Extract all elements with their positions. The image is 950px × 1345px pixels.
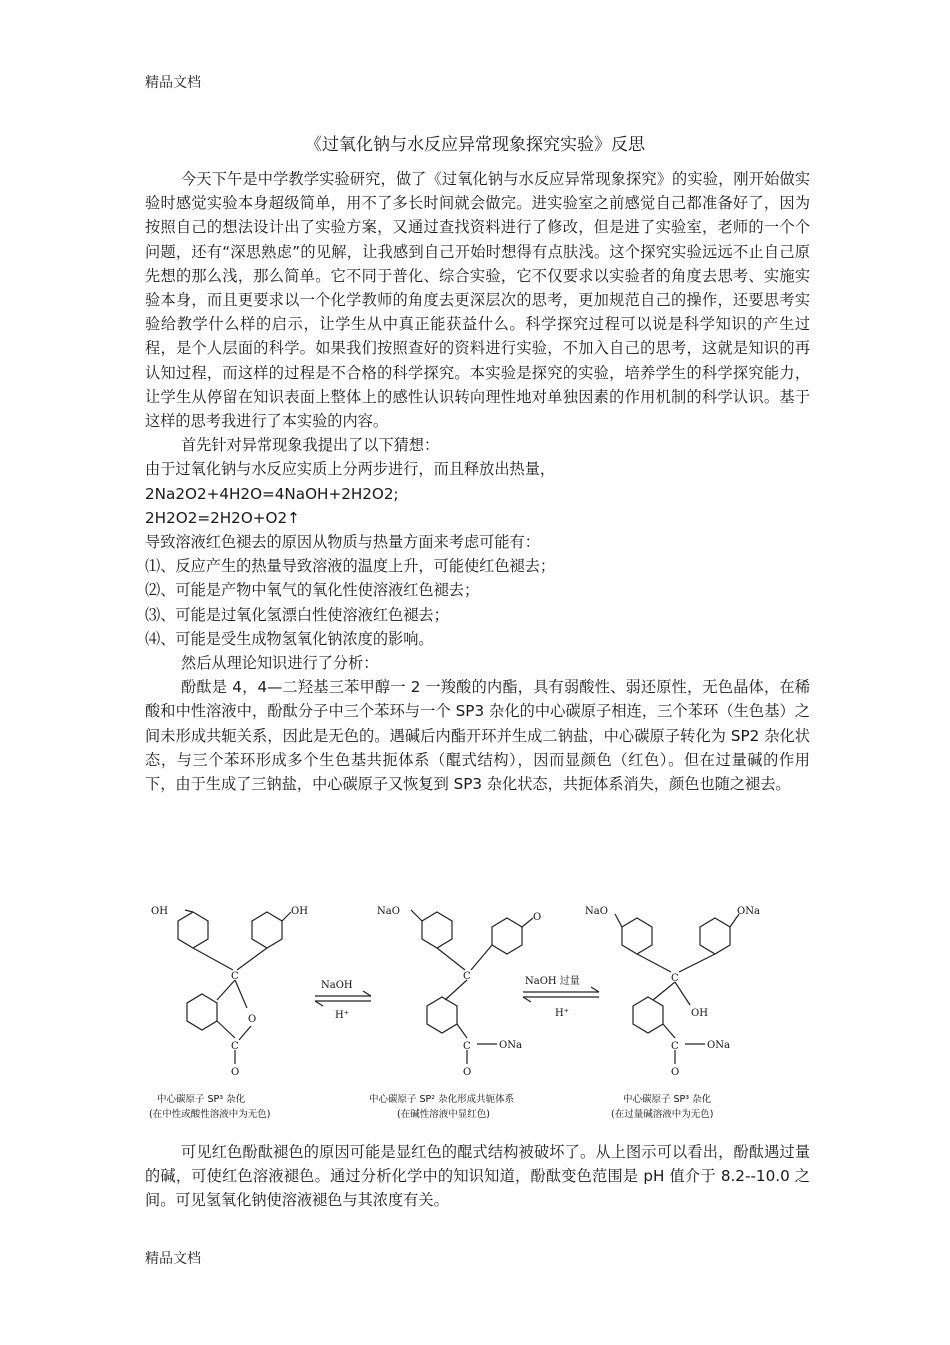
paragraph-intro: 今天下午是中学教学实验研究，做了《过氧化钠与水反应异常现象探究》的实验，刚开始做实验时感觉实验本身超级简单，用不了多长时间就会做完。进实验室之前感觉自己都准备好了，因为按照自己的想法设计出了实验方案，又通过查找资料进行了修改，但是进了实验室，老师的一个个问题，还有“深思熟虑”的见解，让我感到自己开始时想得有点肤浅。这个探究实验远远不止自己原先想的那么浅，那么简单。它不同于普化、综合实验，它不仅要求以实验者的角度去思考、实施实验本身，而且更要求以一个化学教师的角度去更深层次的思考，更加规范自己的操作，还要思考实验给教学什么样的启示，让学生从中真正能获益什么。科学探究过程可以说是科学知识的产生过程，是个人层面的科学。如果我们按照查好的资料进行实验，不加入自己的思考，这就是知识的再认知过程，而这样的过程是不合格的科学探究。本实验是探究的实验，培养学生的科学探究能力，让学生从停留在知识表面上整体上的感性认识转向理性地对单独因素的作用机制的科学认识。基于这样的思考我进行了本实验的内容。	[145, 170, 810, 431]
s2-quinone-o: O	[533, 912, 542, 923]
caption-1-line-1: 中心碳原子 SP³ 杂化	[157, 1094, 246, 1105]
equation-1: 2Na2O2+4H2O=4NaOH+2H2O2;	[145, 484, 399, 503]
s2-ring-bottom	[427, 997, 457, 1033]
s1-oh-right: OH	[291, 906, 308, 917]
s1-carbonyl-c: C	[231, 1041, 239, 1052]
caption-3-line-2: (在过量碱溶液中为无色)	[611, 1109, 714, 1120]
s2-ring-left	[422, 912, 452, 948]
s2-center-c: C	[463, 971, 471, 982]
structure-bonds	[178, 910, 739, 1064]
s3-ring-bottom	[633, 997, 663, 1033]
s3-ring-left	[622, 918, 652, 954]
document-title: 《过氧化钠与水反应异常现象探究实验》反思	[305, 135, 645, 155]
hypothesis-1: ⑴、反应产生的热量导致溶液的温度上升，可能使红色褪去；	[145, 557, 556, 576]
phenolphthalein-structure-figure	[145, 900, 779, 1127]
s3-oh: OH	[691, 1008, 708, 1019]
page-header: 精品文档	[145, 75, 201, 91]
paragraph-hypothesis-lead: 首先针对异常现象我提出了以下猜想：	[181, 436, 440, 455]
caption-2-line-2: (在碱性溶液中显红色)	[397, 1109, 490, 1120]
s1-ring-left	[178, 912, 208, 948]
s3-ring-right	[700, 918, 730, 954]
s2-ring-quinoid	[492, 918, 522, 954]
s3-carboxyl-o: O	[671, 1067, 680, 1078]
paragraph-conclusion: 可见红色酚酞褪色的原因可能是显红色的醌式结构被破坏了。从上图示可以看出，酚酞遇过量的碱，可使红色溶液褪色。通过分析化学中的知识知道，酚酞变色范围是 pH 值介于 8.2--10.0 之间。可见氢氧化钠使溶液褪色与其浓度有关。	[145, 1143, 810, 1210]
s3-ona-top: ONa	[737, 906, 760, 917]
arrow2-reagent: NaOH 过量	[525, 976, 580, 987]
document-body-after-figure	[145, 1140, 810, 1213]
caption-3-line-1: 中心碳原子 SP³ 杂化	[623, 1094, 712, 1105]
s1-oh-left: OH	[151, 906, 168, 917]
equation-2: 2H2O2=2H2O+O2↑	[145, 508, 300, 527]
s1-ring-oxygen: O	[248, 1014, 257, 1025]
paragraph-reaction-lead: 由于过氧化钠与水反应实质上分两步进行，而且释放出热量，	[145, 460, 556, 479]
arrow1-reverse-reagent: H⁺	[335, 1010, 349, 1021]
s2-carboxyl-c: C	[463, 1041, 471, 1052]
document-body	[145, 167, 810, 796]
s1-ring-bottom	[187, 994, 217, 1030]
s1-carbonyl-o: O	[231, 1067, 240, 1078]
hypothesis-4: ⑷、可能是受生成物氢氧化钠浓度的影响。	[145, 629, 434, 648]
s2-nao: NaO	[377, 906, 400, 917]
s3-nao: NaO	[585, 906, 608, 917]
page-footer: 精品文档	[145, 1251, 201, 1267]
caption-2-line-1: 中心碳原子 SP² 杂化形成共轭体系	[369, 1094, 515, 1105]
s3-carboxyl-c: C	[671, 1041, 679, 1052]
structure-diagram	[145, 900, 779, 1127]
arrow1-reagent: NaOH	[321, 980, 353, 991]
paragraph-phenolphthalein: 酚酞是 4，4—二羟基三苯甲醇一 2 一羧酸的内酯，具有弱酸性、弱还原性，无色晶体，在稀酸和中性溶液中，酚酞分子中三个苯环与一个 SP3 杂化的中心碳原子相连，三个苯环（生色基）之间未形成共轭关系，因此是无色的。遇碱后内酯开环并生成二钠盐，中心碳原子转化为 SP2 杂化状态，与三个苯环形成多个生色基共扼体系（醌式结构），因而显颜色（红色）。但在过量碱的作用下，由于生成了三钠盐，中心碳原子又恢复到 SP3 杂化状态，共扼体系消失，颜色也随之褪去。	[145, 678, 810, 794]
paragraph-causes-lead: 导致溶液红色褪去的原因从物质与热量方面来考虑可能有：	[145, 533, 540, 552]
s2-carboxyl-o: O	[463, 1067, 472, 1078]
figure-captions	[149, 1093, 713, 1120]
s3-center-c: C	[671, 973, 679, 984]
s1-center-c: C	[231, 971, 239, 982]
hypothesis-2: ⑵、可能是产物中氧气的氧化性使溶液红色褪去；	[145, 581, 480, 600]
paragraph-theory-lead: 然后从理论知识进行了分析：	[181, 654, 379, 673]
hypothesis-3: ⑶、可能是过氧化氢漂白性使溶液红色褪去；	[145, 605, 449, 624]
caption-1-line-2: (在中性或酸性溶液中为无色)	[149, 1109, 271, 1120]
s2-ona: ONa	[499, 1040, 522, 1051]
s1-ring-right	[252, 912, 282, 948]
s3-ona: ONa	[707, 1040, 730, 1051]
arrow2-reverse-reagent: H⁺	[555, 1008, 569, 1019]
